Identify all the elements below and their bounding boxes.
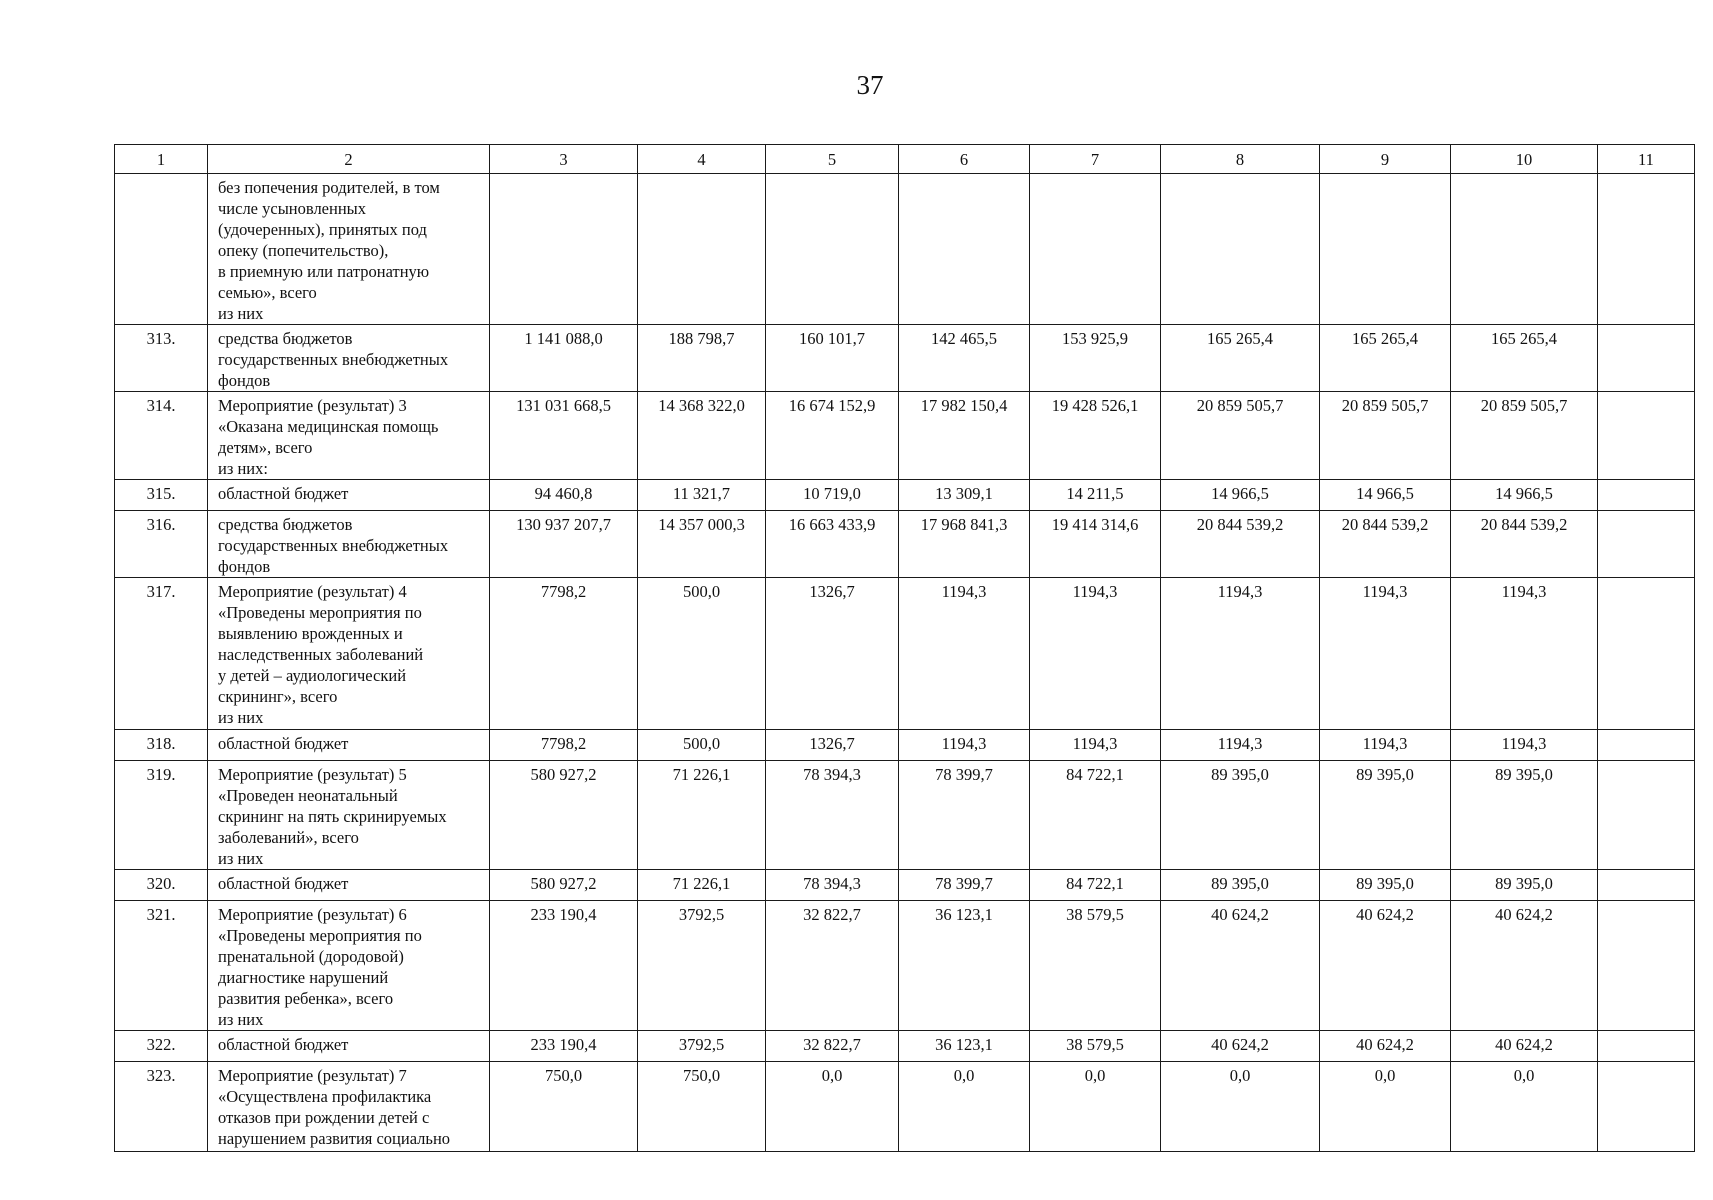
value-cell: 40 624,2 (1320, 901, 1451, 1031)
value-cell: 1194,3 (1030, 730, 1161, 761)
value-cell: 71 226,1 (638, 870, 766, 901)
value-cell: 1194,3 (1030, 578, 1161, 730)
value-cell: 11 321,7 (638, 480, 766, 511)
table-header-row (115, 145, 1695, 174)
value-cell: 1326,7 (766, 730, 899, 761)
value-cell: 7798,2 (490, 578, 638, 730)
table-row (115, 761, 1695, 870)
value-cell: 500,0 (638, 578, 766, 730)
value-cell: 1326,7 (766, 578, 899, 730)
value-cell: 1194,3 (1161, 578, 1320, 730)
table-row (115, 1062, 1695, 1152)
table-row (115, 870, 1695, 901)
value-cell: 40 624,2 (1451, 901, 1598, 1031)
value-cell: 20 859 505,7 (1320, 392, 1451, 480)
row-description: Мероприятие (результат) 3 «Оказана медицинская помощь детям», всего из них: (208, 392, 490, 480)
value-cell: 20 844 539,2 (1161, 511, 1320, 578)
row-description: Мероприятие (результат) 5 «Проведен неонатальный скрининг на пять скринируемых заболеваний», всего из них (208, 761, 490, 870)
row-description: Мероприятие (результат) 6 «Проведены мероприятия по пренатальной (дородовой) диагностике нарушений развития ребенка», всего из них (208, 901, 490, 1031)
row-number: 315. (115, 480, 208, 511)
value-cell: 38 579,5 (1030, 901, 1161, 1031)
value-cell (1598, 730, 1695, 761)
value-cell: 89 395,0 (1451, 761, 1598, 870)
value-cell: 1194,3 (1320, 730, 1451, 761)
value-cell: 0,0 (1451, 1062, 1598, 1152)
value-cell: 20 859 505,7 (1161, 392, 1320, 480)
value-cell: 165 265,4 (1320, 325, 1451, 392)
table-body (115, 145, 1695, 1152)
value-cell: 71 226,1 (638, 761, 766, 870)
column-header: 11 (1598, 145, 1695, 174)
value-cell: 94 460,8 (490, 480, 638, 511)
value-cell: 36 123,1 (899, 901, 1030, 1031)
value-cell: 0,0 (1320, 1062, 1451, 1152)
value-cell (1598, 325, 1695, 392)
value-cell: 500,0 (638, 730, 766, 761)
row-number: 318. (115, 730, 208, 761)
value-cell: 17 968 841,3 (899, 511, 1030, 578)
table-row (115, 1031, 1695, 1062)
value-cell: 16 674 152,9 (766, 392, 899, 480)
budget-table (114, 144, 1695, 1152)
row-number: 314. (115, 392, 208, 480)
page-number: 37 (856, 70, 884, 100)
value-cell (1598, 870, 1695, 901)
value-cell: 14 211,5 (1030, 480, 1161, 511)
value-cell: 1194,3 (899, 730, 1030, 761)
row-number: 319. (115, 761, 208, 870)
row-number: 317. (115, 578, 208, 730)
value-cell: 40 624,2 (1451, 1031, 1598, 1062)
value-cell: 0,0 (1030, 1062, 1161, 1152)
value-cell: 36 123,1 (899, 1031, 1030, 1062)
value-cell (638, 174, 766, 325)
value-cell: 233 190,4 (490, 1031, 638, 1062)
value-cell: 84 722,1 (1030, 761, 1161, 870)
value-cell: 131 031 668,5 (490, 392, 638, 480)
value-cell (1598, 901, 1695, 1031)
table-row (115, 325, 1695, 392)
row-number: 320. (115, 870, 208, 901)
value-cell: 38 579,5 (1030, 1031, 1161, 1062)
value-cell: 13 309,1 (899, 480, 1030, 511)
value-cell: 78 394,3 (766, 761, 899, 870)
table-row (115, 901, 1695, 1031)
value-cell (1598, 1031, 1695, 1062)
row-description: Мероприятие (результат) 7 «Осуществлена профилактика отказов при рождении детей с нарушением развития социально (208, 1062, 490, 1152)
value-cell (1598, 1062, 1695, 1152)
value-cell (1030, 174, 1161, 325)
value-cell (1451, 174, 1598, 325)
value-cell: 14 368 322,0 (638, 392, 766, 480)
value-cell: 1 141 088,0 (490, 325, 638, 392)
column-header: 5 (766, 145, 899, 174)
column-header: 6 (899, 145, 1030, 174)
value-cell: 78 399,7 (899, 870, 1030, 901)
value-cell: 0,0 (766, 1062, 899, 1152)
column-header: 9 (1320, 145, 1451, 174)
value-cell: 0,0 (1161, 1062, 1320, 1152)
value-cell: 1194,3 (1451, 730, 1598, 761)
column-header: 7 (1030, 145, 1161, 174)
table-row (115, 511, 1695, 578)
value-cell (490, 174, 638, 325)
value-cell: 1194,3 (1320, 578, 1451, 730)
value-cell: 17 982 150,4 (899, 392, 1030, 480)
value-cell: 165 265,4 (1161, 325, 1320, 392)
value-cell (1598, 511, 1695, 578)
value-cell: 0,0 (899, 1062, 1030, 1152)
value-cell: 16 663 433,9 (766, 511, 899, 578)
value-cell: 78 399,7 (899, 761, 1030, 870)
value-cell: 20 844 539,2 (1320, 511, 1451, 578)
value-cell: 188 798,7 (638, 325, 766, 392)
value-cell (1598, 761, 1695, 870)
column-header: 1 (115, 145, 208, 174)
value-cell: 580 927,2 (490, 761, 638, 870)
value-cell: 142 465,5 (899, 325, 1030, 392)
row-description: областной бюджет (208, 730, 490, 761)
column-header: 8 (1161, 145, 1320, 174)
value-cell: 3792,5 (638, 901, 766, 1031)
value-cell: 89 395,0 (1320, 870, 1451, 901)
row-description: областной бюджет (208, 1031, 490, 1062)
value-cell: 153 925,9 (1030, 325, 1161, 392)
value-cell (1598, 392, 1695, 480)
value-cell: 1194,3 (1161, 730, 1320, 761)
row-number: 322. (115, 1031, 208, 1062)
row-description: средства бюджетов государственных внебюджетных фондов (208, 511, 490, 578)
value-cell: 84 722,1 (1030, 870, 1161, 901)
value-cell: 165 265,4 (1451, 325, 1598, 392)
value-cell: 14 966,5 (1451, 480, 1598, 511)
value-cell (1161, 174, 1320, 325)
value-cell: 40 624,2 (1161, 901, 1320, 1031)
value-cell: 32 822,7 (766, 1031, 899, 1062)
row-description: областной бюджет (208, 870, 490, 901)
value-cell: 40 624,2 (1320, 1031, 1451, 1062)
value-cell: 1194,3 (1451, 578, 1598, 730)
row-description: средства бюджетов государственных внебюджетных фондов (208, 325, 490, 392)
value-cell: 89 395,0 (1161, 761, 1320, 870)
value-cell: 14 966,5 (1320, 480, 1451, 511)
value-cell: 580 927,2 (490, 870, 638, 901)
column-header: 10 (1451, 145, 1598, 174)
row-description: областной бюджет (208, 480, 490, 511)
value-cell: 130 937 207,7 (490, 511, 638, 578)
value-cell: 32 822,7 (766, 901, 899, 1031)
row-number (115, 174, 208, 325)
table-row (115, 578, 1695, 730)
value-cell (1598, 174, 1695, 325)
value-cell (1598, 480, 1695, 511)
value-cell: 7798,2 (490, 730, 638, 761)
table-row (115, 174, 1695, 325)
value-cell: 750,0 (638, 1062, 766, 1152)
table-row (115, 480, 1695, 511)
row-description: без попечения родителей, в том числе усыновленных (удочеренных), принятых под опеку (попечительство), в приемную или патронатную семью», всего из них (208, 174, 490, 325)
value-cell: 89 395,0 (1320, 761, 1451, 870)
value-cell: 14 357 000,3 (638, 511, 766, 578)
value-cell: 750,0 (490, 1062, 638, 1152)
column-header: 4 (638, 145, 766, 174)
value-cell: 19 428 526,1 (1030, 392, 1161, 480)
value-cell (899, 174, 1030, 325)
value-cell: 40 624,2 (1161, 1031, 1320, 1062)
row-description: Мероприятие (результат) 4 «Проведены мероприятия по выявлению врожденных и наследственных заболеваний у детей – аудиологический скрининг», всего из них (208, 578, 490, 730)
value-cell: 233 190,4 (490, 901, 638, 1031)
value-cell (766, 174, 899, 325)
column-header: 3 (490, 145, 638, 174)
table-row (115, 730, 1695, 761)
row-number: 323. (115, 1062, 208, 1152)
value-cell: 1194,3 (899, 578, 1030, 730)
value-cell: 14 966,5 (1161, 480, 1320, 511)
value-cell: 89 395,0 (1451, 870, 1598, 901)
value-cell: 78 394,3 (766, 870, 899, 901)
table-row (115, 392, 1695, 480)
value-cell (1320, 174, 1451, 325)
value-cell: 20 844 539,2 (1451, 511, 1598, 578)
column-header: 2 (208, 145, 490, 174)
value-cell: 160 101,7 (766, 325, 899, 392)
value-cell: 89 395,0 (1161, 870, 1320, 901)
row-number: 321. (115, 901, 208, 1031)
value-cell: 20 859 505,7 (1451, 392, 1598, 480)
row-number: 313. (115, 325, 208, 392)
value-cell: 3792,5 (638, 1031, 766, 1062)
row-number: 316. (115, 511, 208, 578)
value-cell: 19 414 314,6 (1030, 511, 1161, 578)
value-cell: 10 719,0 (766, 480, 899, 511)
value-cell (1598, 578, 1695, 730)
